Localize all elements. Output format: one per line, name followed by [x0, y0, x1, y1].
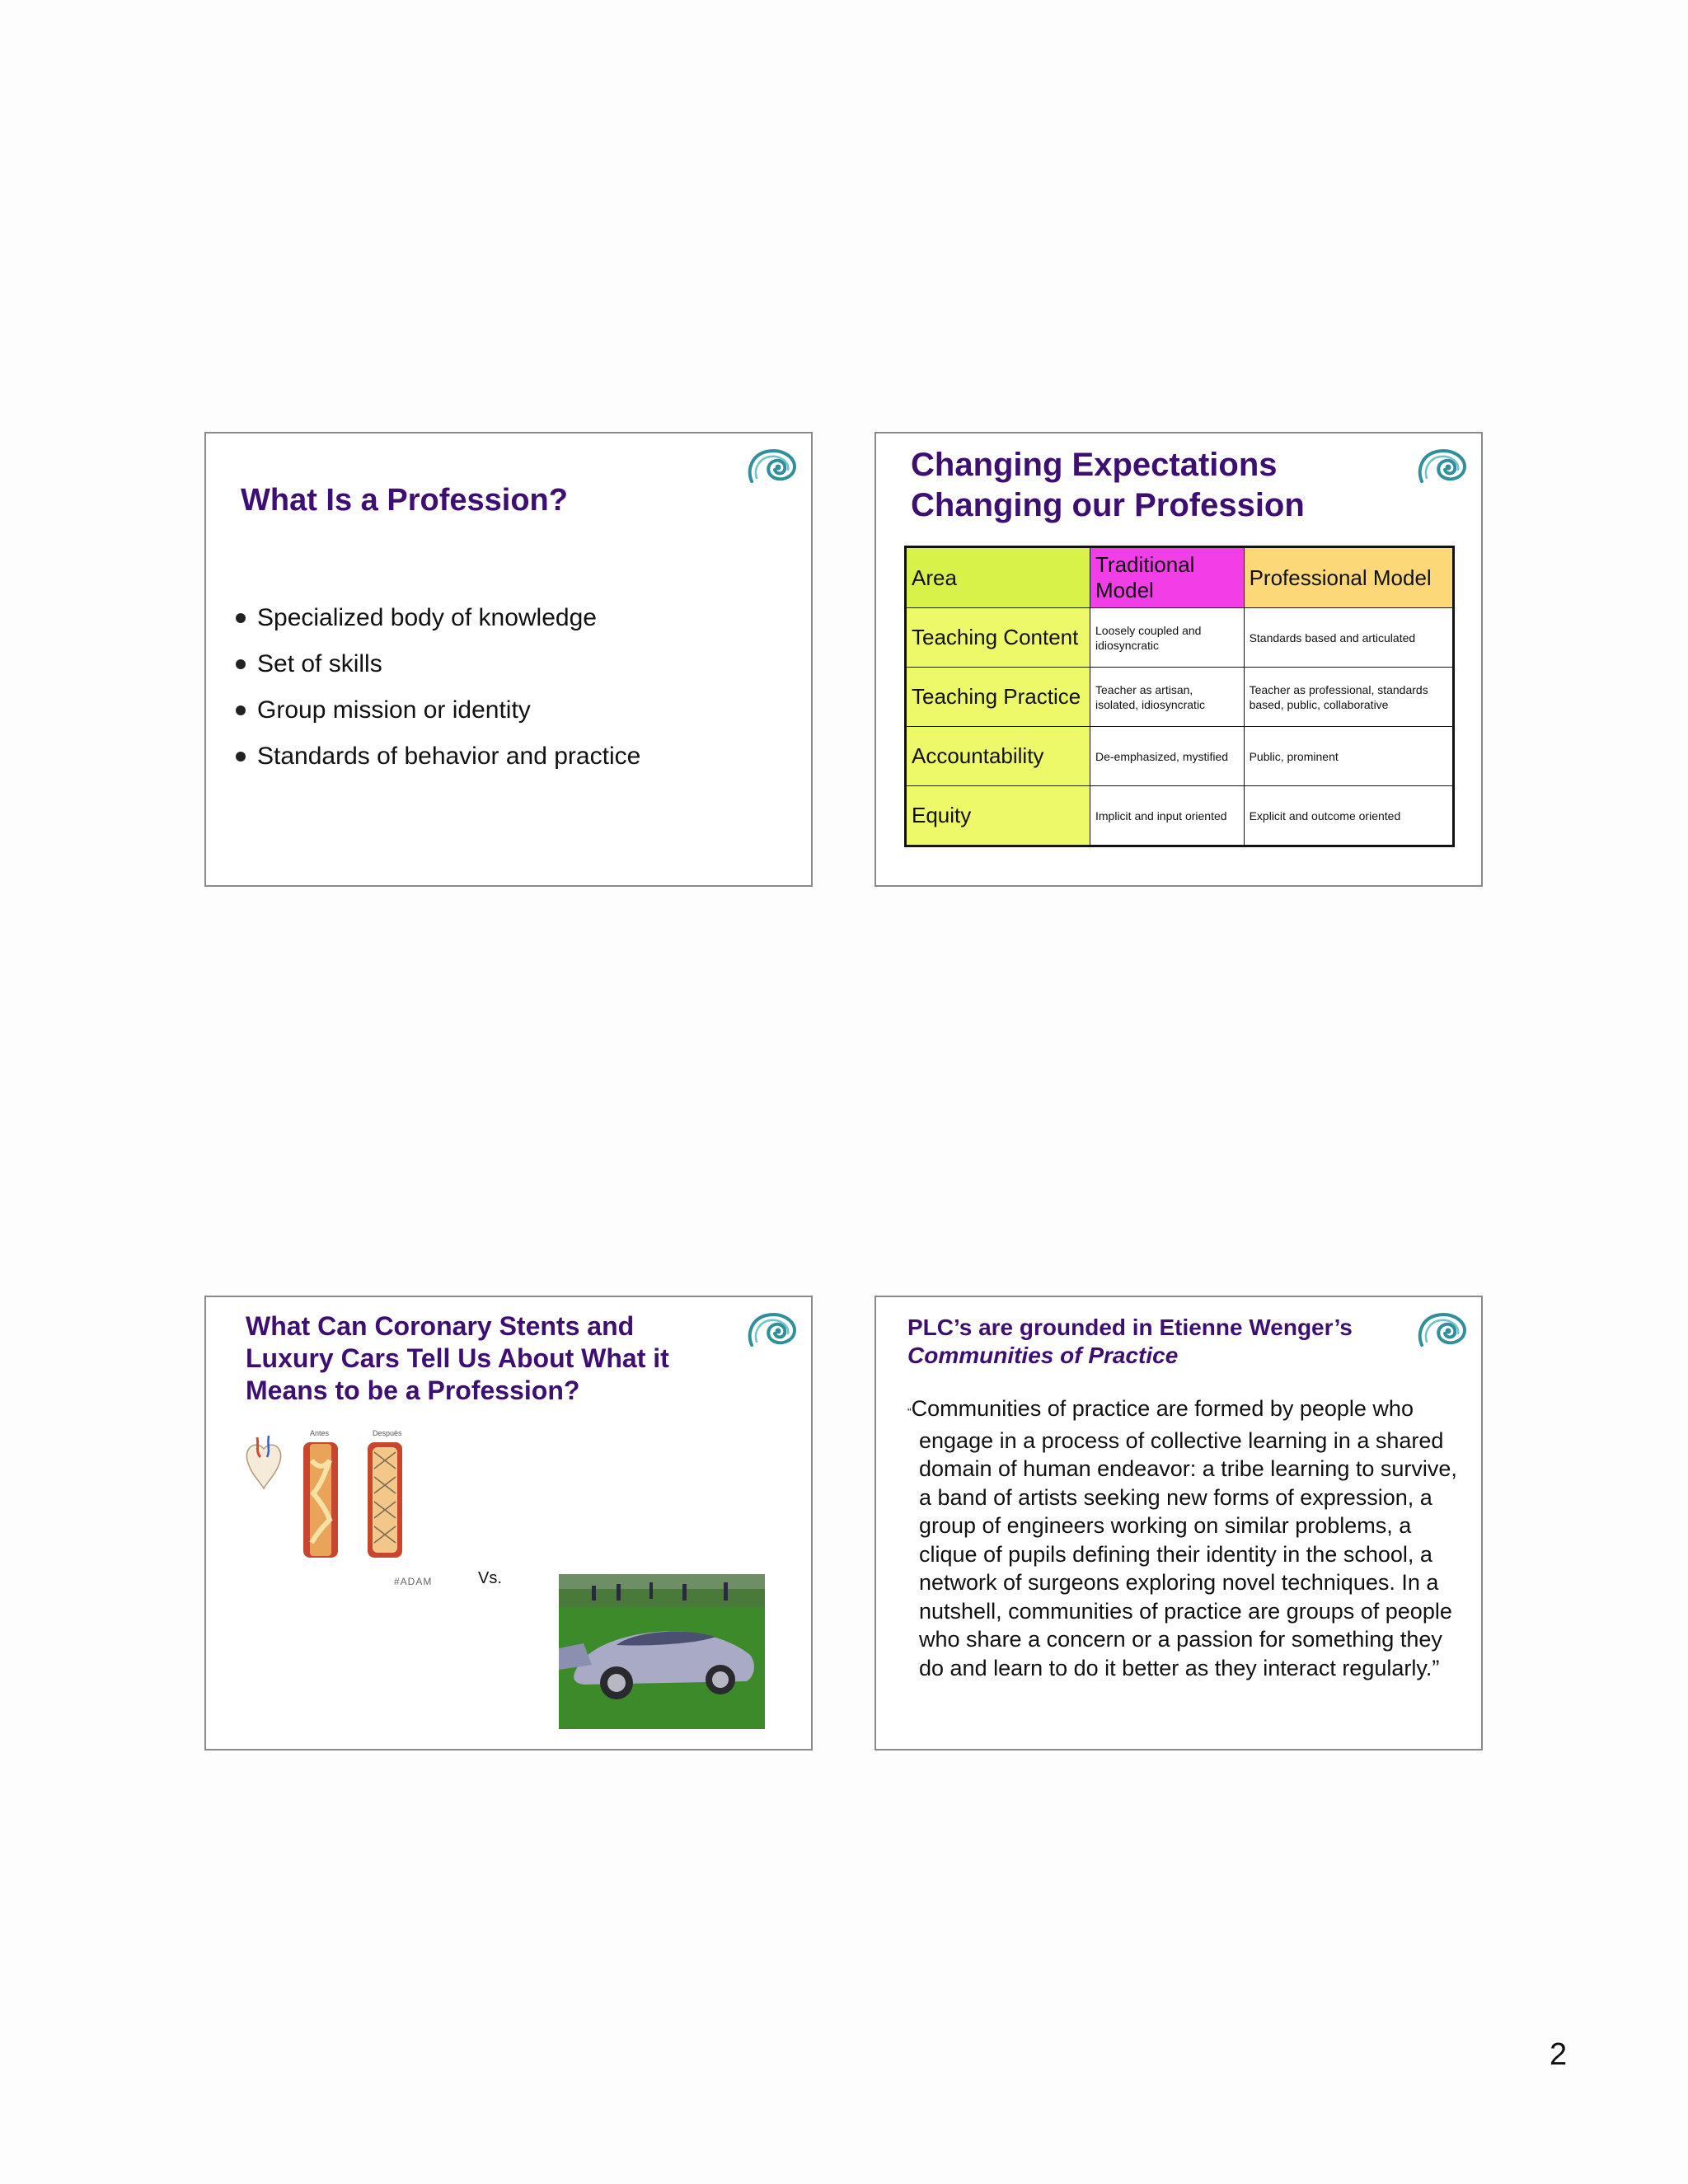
cell-professional: Teacher as professional, standards based, public, collaborative [1244, 668, 1453, 727]
swirl-logo-icon [1415, 1309, 1470, 1348]
cell-professional: Public, prominent [1244, 727, 1453, 786]
luxury-car-photo [559, 1574, 765, 1729]
table-header-row [906, 547, 1454, 608]
cell-traditional: Loosely coupled and idiosyncratic [1090, 608, 1245, 668]
bullet-item: Specialized body of knowledge [236, 595, 640, 641]
cell-traditional: Implicit and input oriented [1090, 786, 1245, 846]
bullet-item: Group mission or identity [236, 687, 640, 733]
title-line: Changing Expectations [911, 447, 1278, 483]
bullet-dot-icon [236, 659, 246, 669]
cell-area: Equity [906, 786, 1090, 846]
swirl-logo-icon [1415, 445, 1470, 485]
bullet-dot-icon [236, 752, 246, 762]
slide-stents-and-cars [204, 1296, 813, 1750]
cell-area: Teaching Content [906, 608, 1090, 668]
bullet-dot-icon [236, 613, 246, 623]
title-line: Means to be a Profession? [246, 1376, 580, 1405]
bullet-item: Set of skills [236, 641, 640, 687]
table-row [906, 608, 1454, 668]
slide-changing-expectations [874, 432, 1483, 887]
cell-area: Accountability [906, 727, 1090, 786]
cell-traditional: Teacher as artisan, isolated, idiosyncratic [1090, 668, 1245, 727]
title-line: PLC’s are grounded in Etienne Wenger’s [907, 1315, 1353, 1340]
title-line-italic: Communities of Practice [907, 1343, 1179, 1368]
swirl-logo-icon [745, 1309, 799, 1348]
label-after: Despuès [373, 1429, 402, 1437]
slide-communities-of-practice [874, 1296, 1483, 1750]
quote-open-mark: “ [907, 1405, 912, 1418]
slide-title [246, 1310, 669, 1407]
coronary-stent-illustration [239, 1427, 437, 1566]
table-row [906, 786, 1454, 846]
image-credit: #ADAM [394, 1576, 433, 1587]
comparison-table [904, 546, 1455, 847]
header-area: Area [906, 547, 1090, 608]
versus-label: Vs. [478, 1569, 502, 1587]
title-line: What Can Coronary Stents and [246, 1311, 635, 1341]
slide-title: What Is a Profession? [241, 483, 568, 518]
slide-title [911, 445, 1305, 526]
cell-professional: Explicit and outcome oriented [1244, 786, 1453, 846]
quote-text: Communities of practice are formed by people who engage in a process of collective learning in a shared domain of human endeavor: a tribe learning to survive, a band of artists seeking new forms of expression, a group of engineers working on similar problems, a clique of pupils defining their identity in the school, a network of surgeons exploring novel techniques. In a nutshell, communities of practice are groups of people who share a concern or a passion for something they do and learn to do it better as they interact regularly.” [911, 1396, 1457, 1680]
bullet-item: Standards of behavior and practice [236, 733, 640, 780]
table-row [906, 668, 1454, 727]
artery-before-icon [303, 1442, 338, 1558]
artery-after-icon [368, 1442, 402, 1558]
cell-professional: Standards based and articulated [1244, 608, 1453, 668]
heart-icon [246, 1436, 280, 1488]
slide-what-is-a-profession [204, 432, 813, 887]
cell-traditional: De-emphasized, mystified [1090, 727, 1245, 786]
bullet-list [236, 595, 640, 780]
swirl-logo-icon [745, 445, 799, 485]
label-before: Antes [310, 1429, 330, 1437]
header-professional: Professional Model [1244, 547, 1453, 608]
title-line: Changing our Profession [911, 487, 1305, 523]
title-line: Luxury Cars Tell Us About What it [246, 1343, 669, 1373]
bullet-dot-icon [236, 705, 246, 715]
page-number: 2 [1550, 2037, 1568, 2072]
slide-title [907, 1314, 1353, 1370]
cell-area: Teaching Practice [906, 668, 1090, 727]
table-row [906, 727, 1454, 786]
header-traditional: Traditional Model [1090, 547, 1245, 608]
wenger-quote [907, 1394, 1463, 1682]
